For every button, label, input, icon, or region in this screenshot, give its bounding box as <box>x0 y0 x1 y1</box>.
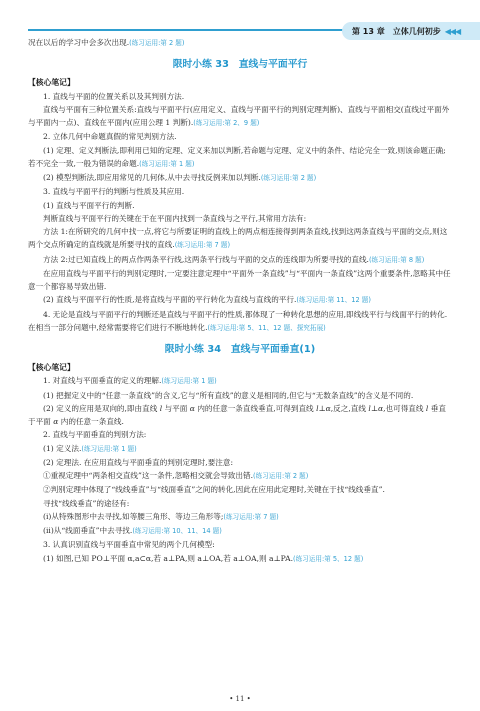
note-item: (i)从特殊图形中去寻找,如等腰三角形、等边三角形等;(练习运用:第 7 题) <box>43 511 279 521</box>
exercise-ref: (练习运用:第 5、11、12 题、探究拓展) <box>207 323 326 332</box>
note-item: (1) 把握定义中的“任意一条直线”的含义,它与“所有直线”的意义是相同的,但它与“无数条直线”的含义是不同的. <box>43 390 414 400</box>
note-item: 1. 对直线与平面垂直的定义的理解.(练习运用:第 1 题) <box>43 376 217 386</box>
exercise-ref: (练习运用:第 7 题) <box>174 241 231 250</box>
page-number: • 11 • <box>229 695 251 703</box>
note-item: 判断直线与平面平行的关键在于在平面内找到一条直线与之平行,其常用方法有: <box>43 213 307 223</box>
section-34-title: 限时小练 34 直线与平面垂直(1) <box>164 344 316 355</box>
note-item: 3. 认真识别直线与平面垂直中常见的两个几何模型: <box>43 540 215 550</box>
note-item: ②判别定理中体现了“线线垂直”与“线面垂直”之间的转化,因此在应用此定理时,关键在于找“线线垂直”. <box>43 485 385 495</box>
note-item: (1) 定义法.(练习运用:第 1 题) <box>43 443 137 453</box>
note-item: (1) 定理、定义判断法,即利用已知的定理、定义来加以判断,若命题与定理、定义中的条件、结论完全一致,则该命题正确;若不完全一致,一般为错误的命题.(练习运用:第 1 题) <box>28 145 446 168</box>
core-notes-heading: 【核心笔记】 <box>28 363 75 372</box>
note-item: 4. 无论是直线与平面平行的判断还是直线与平面平行的性质,都体现了一种转化思想的应用,即线线平行与线面平行的转化. 在相当一部分问题中,经常需要将它们进行不断地转化.(练习运用:第 5、11、12 题、探究拓展) <box>28 309 448 332</box>
note-item: 3. 直线与平面平行的判断与性质及其应用. <box>43 187 185 197</box>
note-item: 1. 直线与平面的位置关系以及其判别方法. <box>43 91 185 101</box>
note-item: (1) 直线与平面平行的判断. <box>43 200 135 210</box>
exercise-ref: (练习运用:第 1 题) <box>139 159 195 168</box>
core-notes-heading: 【核心笔记】 <box>28 78 75 88</box>
exercise-ref: (练习运用:第 2 题) <box>253 472 309 480</box>
exercise-ref: (练习运用:第 1 题) <box>161 377 217 386</box>
intro-paragraph: 况在以后的学习中会多次出现.(练习运用:第 2 题) <box>28 38 185 47</box>
exercise-ref: (练习运用:第 8 题) <box>368 255 425 264</box>
note-item: 寻找“线线垂直”的途径有: <box>43 498 130 508</box>
section-33-title: 限时小练 33 直线与平面平行 <box>172 59 308 71</box>
exercise-ref: (练习运用:第 2 题) <box>129 39 185 47</box>
exercise-ref: (练习运用:第 2 题) <box>260 174 317 182</box>
note-item: (2) 直线与平面平行的性质,是将直线与平面的平行转化为直线与直线的平行.(练习运用:第 11、12 题) <box>43 295 371 305</box>
note-item: 在应用直线与平面平行的判别定理时,一定要注意定理中“平面外一条直线”与“平面内一条直线”这两个重要条件,忽略其中任意一个都容易导致出错. <box>28 268 451 291</box>
chapter-title: 立体几何初步 <box>392 26 441 36</box>
exercise-ref: (练习运用:第 1 题) <box>81 444 137 453</box>
exercise-ref: (练习运用:第 5、12 题) <box>293 554 364 563</box>
chapter-number: 第 13 章 <box>352 26 385 36</box>
exercise-ref: (练习运用:第 10、11、14 题) <box>132 527 222 535</box>
note-item: 直线与平面有三种位置关系:直线与平面平行(应用定义、直线与平面平行的判别定理判断)、直线与平面相交(直线过平面外与平面内一点)、直线在平面内(应用公理 1 判断).(练习运用:第 2、9 题) <box>28 104 450 127</box>
note-item: (2) 定义的应用是双向的,即由直线 l 与平面 α 内的任意一条直线垂直,可得到直线 l⊥α,反之,直线 l⊥α,也可得直线 l 垂直于平面 α 内的任意一条直线. <box>28 403 446 426</box>
page-header <box>0 11 480 36</box>
note-item: (2) 模型判断法,即应用常见的几何体,从中去寻找反例来加以判断.(练习运用:第 2 题) <box>43 173 317 182</box>
page-content <box>28 36 452 566</box>
exercise-ref: (练习运用:第 11、12 题) <box>296 296 371 305</box>
note-item: 方法 1:在所研究的几何中找一点,将它与所要证明的直线上的两点相连接得到两条直线,找到这两条直线与平面的交点,则这两个交点所确定的直线就是所要寻找的直线.(练习运用:第 7 题) <box>28 227 448 250</box>
note-item: 2. 立体几何中命题真假的常见判别方法. <box>43 132 177 142</box>
note-item: ①重视定理中“两条相交直线”这一条件,忽略相交就会导致出错.(练习运用:第 2 题) <box>43 471 309 480</box>
exercise-ref: (练习运用:第 2、9 题) <box>193 119 260 127</box>
note-item: 方法 2:过已知直线上的两点作两条平行线,这两条平行线与平面的交点的连线即为所要寻找的直线.(练习运用:第 8 题) <box>43 254 425 264</box>
note-item: 2. 直线与平面垂直的判别方法: <box>43 430 147 440</box>
note-item: (2) 定理法. 在应用直线与平面垂直的判别定理时,要注意: <box>43 457 234 467</box>
arrows-icon: ◀◀◀ <box>444 26 461 36</box>
header-rule <box>28 29 346 31</box>
exercise-ref: (练习运用:第 7 题) <box>223 512 279 521</box>
note-item: (ii)从“线面垂直”中去寻找.(练习运用:第 10、11、14 题) <box>43 526 222 535</box>
note-item: (1) 如图,已知 PO⊥平面 α,a⊂α,若 a⊥PA,则 a⊥OA,若 a⊥OA,则 a⊥PA.(练习运用:第 5、12 题) <box>43 553 364 563</box>
